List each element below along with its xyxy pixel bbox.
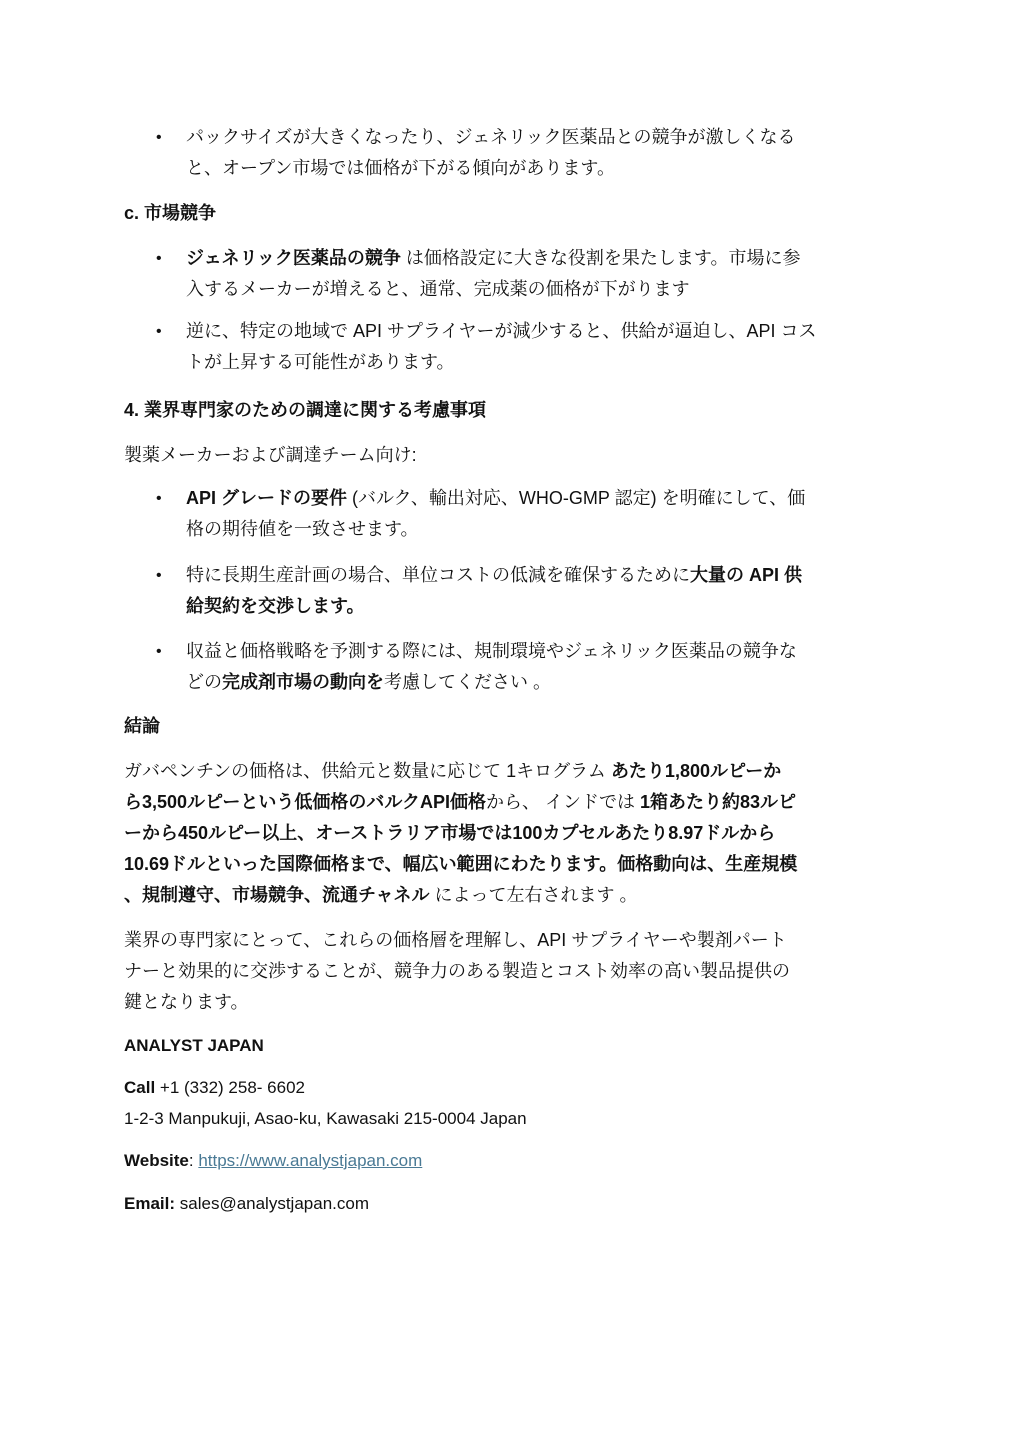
bold-text: ジェネリック医薬品の競争: [186, 248, 401, 268]
text: 考慮してください 。: [384, 672, 552, 692]
bold-text: 完成剤市場の動向を: [222, 672, 384, 692]
text: によって左右されます 。: [429, 885, 638, 905]
procurement-intro: [124, 440, 914, 471]
bullet-icon: •: [156, 129, 162, 146]
website-link[interactable]: https://www.analystjapan.com: [198, 1151, 423, 1170]
text-line: [124, 1145, 914, 1176]
text-line: [124, 987, 914, 1018]
pack-size-bullet: [156, 122, 906, 184]
text: +1 (332) 258- 6602: [155, 1078, 305, 1097]
text-line: [124, 849, 914, 880]
text: ガバペンチンの価格は、供給元と数量に応じて 1キログラム: [124, 761, 611, 781]
api-supplier-bullet: [156, 316, 906, 378]
text-line: [124, 711, 914, 742]
text: 入するメーカーが増えると、通常、完成薬の価格が下がります: [186, 279, 690, 299]
text-line: [124, 956, 914, 987]
text-line: [186, 591, 906, 622]
text-line: [124, 880, 914, 911]
contact-email: [124, 1188, 914, 1219]
bold-text: 10.69ドルといった国際価格まで、幅広い範囲にわたります。価格動向は、生産規模: [124, 854, 798, 874]
text-line: [124, 1188, 914, 1219]
text-line: [124, 198, 914, 229]
text-line: [186, 122, 906, 153]
text: 逆に、特定の地域で API サプライヤーが減少すると、供給が逼迫し、API コス: [186, 321, 817, 341]
bullet-icon: •: [156, 643, 162, 660]
api-grade-bullet: [156, 483, 906, 545]
text-line: [124, 395, 914, 426]
text: 収益と価格戦略を予測する際には、規制環境やジェネリック医薬品の競争な: [186, 641, 797, 661]
bullet-icon: •: [156, 323, 162, 340]
text: 鍵となります。: [124, 992, 249, 1012]
bold-text: あたり1,800ルピーか: [610, 761, 782, 781]
text-line: [124, 440, 914, 471]
text: どの: [186, 672, 222, 692]
text: ナーと効果的に交渉することが、競争力のある製造とコスト効率の高い製品提供の: [124, 961, 790, 981]
text-line: [186, 274, 906, 305]
text-line: [124, 1072, 914, 1103]
bullet-icon: •: [156, 490, 162, 507]
text: トが上昇する可能性があります。: [186, 352, 455, 372]
bullet-icon: •: [156, 567, 162, 584]
contact-call-address: [124, 1072, 914, 1134]
text-line: [124, 787, 914, 818]
bold-text: 、規制遵守、市場競争、流通チャネル: [124, 885, 430, 905]
text: は価格設定に大きな役割を果たします。市場に参: [400, 248, 801, 268]
heading-conclusion: [124, 711, 914, 742]
text: 業界の専門家にとって、これらの価格層を理解し、API サプライヤーや製剤パート: [124, 930, 787, 950]
text-line: [186, 560, 906, 591]
text: から、 インドでは: [485, 792, 640, 812]
bullet-icon: •: [156, 250, 162, 267]
contact-website: [124, 1145, 914, 1176]
bold-text: API グレードの要件: [186, 488, 348, 508]
text: :: [188, 1151, 199, 1170]
expert-paragraph: [124, 925, 914, 1018]
bold-text: 大量の API 供: [690, 565, 803, 585]
text-line: [124, 818, 914, 849]
text-line: [124, 756, 914, 787]
text: パックサイズが大きくなったり、ジェネリック医薬品との競争が激しくなる: [186, 127, 796, 147]
text-line: [186, 636, 906, 667]
bold-text: ーから450ルピー以上、オーストラリア市場では100カプセルあたり8.97ドルから: [124, 823, 776, 843]
text: 1-2-3 Manpukuji, Asao-ku, Kawasaki 215-0004 Japan: [124, 1109, 527, 1128]
bold-text: Call: [124, 1078, 156, 1097]
text: sales@analystjapan.com: [175, 1194, 369, 1213]
bulk-contract-bullet: [156, 560, 906, 622]
text-line: [124, 1103, 914, 1134]
text-line: [124, 925, 914, 956]
generic-competition-bullet: [156, 243, 906, 305]
bold-text: Website: [124, 1151, 189, 1170]
bold-text: c. 市場競争: [124, 203, 217, 223]
heading-market-competition: [124, 198, 914, 229]
bold-text: 結論: [124, 716, 160, 736]
bold-text: ANALYST JAPAN: [124, 1036, 264, 1055]
text: 格の期待値を一致させます。: [186, 519, 419, 539]
text: 特に長期生産計画の場合、単位コストの低減を確保するために: [186, 565, 690, 585]
text: 製薬メーカーおよび調達チーム向け:: [124, 445, 417, 465]
text-line: [186, 347, 906, 378]
text-line: [124, 1030, 914, 1061]
text-line: [186, 316, 906, 347]
text: と、オープン市場では価格が下がる傾向があります。: [186, 158, 615, 178]
text-line: [186, 153, 906, 184]
bold-text: ら3,500ルピーという低価格のバルクAPI価格: [124, 792, 486, 812]
heading-procurement: [124, 395, 914, 426]
bold-text: 4. 業界専門家のための調達に関する考慮事項: [124, 400, 487, 420]
text-line: [186, 483, 906, 514]
bold-text: Email:: [124, 1194, 176, 1213]
company-name: [124, 1030, 914, 1061]
bold-text: 1箱あたり約83ルピ: [639, 792, 797, 812]
bold-text: 給契約を交渉します。: [186, 596, 365, 616]
text-line: [186, 514, 906, 545]
text-line: [186, 667, 906, 698]
market-trends-bullet: [156, 636, 906, 698]
conclusion-paragraph: [124, 756, 914, 911]
text-line: [186, 243, 906, 274]
text: (バルク、輸出対応、WHO-GMP 認定) を明確にして、価: [347, 488, 806, 508]
